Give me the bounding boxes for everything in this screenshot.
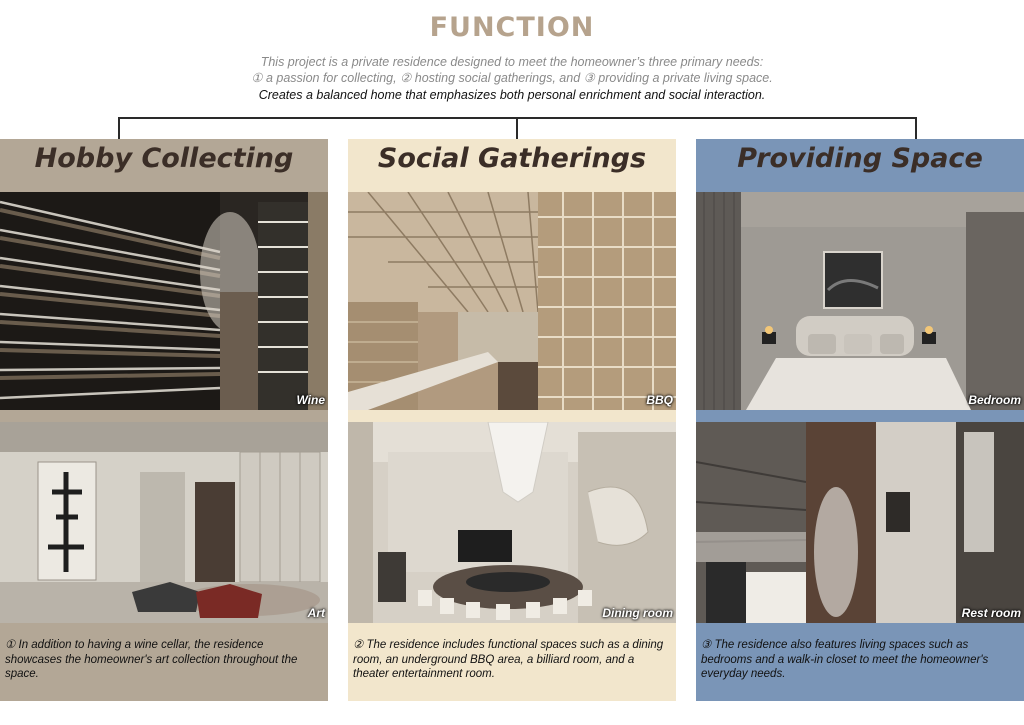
page-title: FUNCTION bbox=[429, 12, 595, 43]
intro-line-2: ① a passion for collecting, ② hosting social gatherings, and ③ providing a private living space. bbox=[251, 71, 773, 85]
panel-description: ② The residence includes functional spaces such as a dining room, an underground BBQ area, a billiard room, and a theater entertainment room. bbox=[353, 639, 664, 680]
photo-label-dining-room: Dining room bbox=[602, 606, 673, 620]
panel-hobby-collecting bbox=[0, 139, 328, 701]
panel-title: Social Gatherings bbox=[377, 143, 647, 174]
bbq-room-photo bbox=[348, 192, 676, 410]
bedroom-photo bbox=[696, 192, 1024, 410]
connector-right bbox=[915, 117, 917, 139]
art-gallery-photo bbox=[0, 422, 328, 623]
rest-room-photo bbox=[696, 422, 1024, 623]
intro-summary: Creates a balanced home that emphasizes both personal enrichment and social interaction. bbox=[258, 88, 766, 102]
connector-left bbox=[118, 117, 120, 139]
wine-cellar-photo bbox=[0, 192, 328, 410]
panel-description: ① In addition to having a wine cellar, the residence showcases the homeowner's art collection throughout the space. bbox=[5, 639, 298, 680]
panel-title: Hobby Collecting bbox=[34, 143, 294, 174]
intro-line-1: This project is a private residence designed to meet the homeowner’s three primary needs: bbox=[260, 55, 764, 69]
dining-room-photo bbox=[348, 422, 676, 623]
panel-providing-space bbox=[696, 139, 1024, 701]
photo-label-bedroom: Bedroom bbox=[968, 393, 1021, 407]
photo-label-bbq: BBQ bbox=[646, 393, 673, 407]
panel-description: ③ The residence also features living spaces such as bedrooms and a walk-in closet to meet the homeowner's everyday needs. bbox=[701, 639, 989, 680]
panel-social-gatherings bbox=[348, 139, 676, 701]
connector-center bbox=[516, 117, 518, 139]
panel-title: Providing Space bbox=[737, 143, 983, 174]
photo-label-art: Art bbox=[307, 606, 325, 620]
photo-label-wine: Wine bbox=[296, 393, 325, 407]
photo-label-rest-room: Rest room bbox=[961, 606, 1021, 620]
